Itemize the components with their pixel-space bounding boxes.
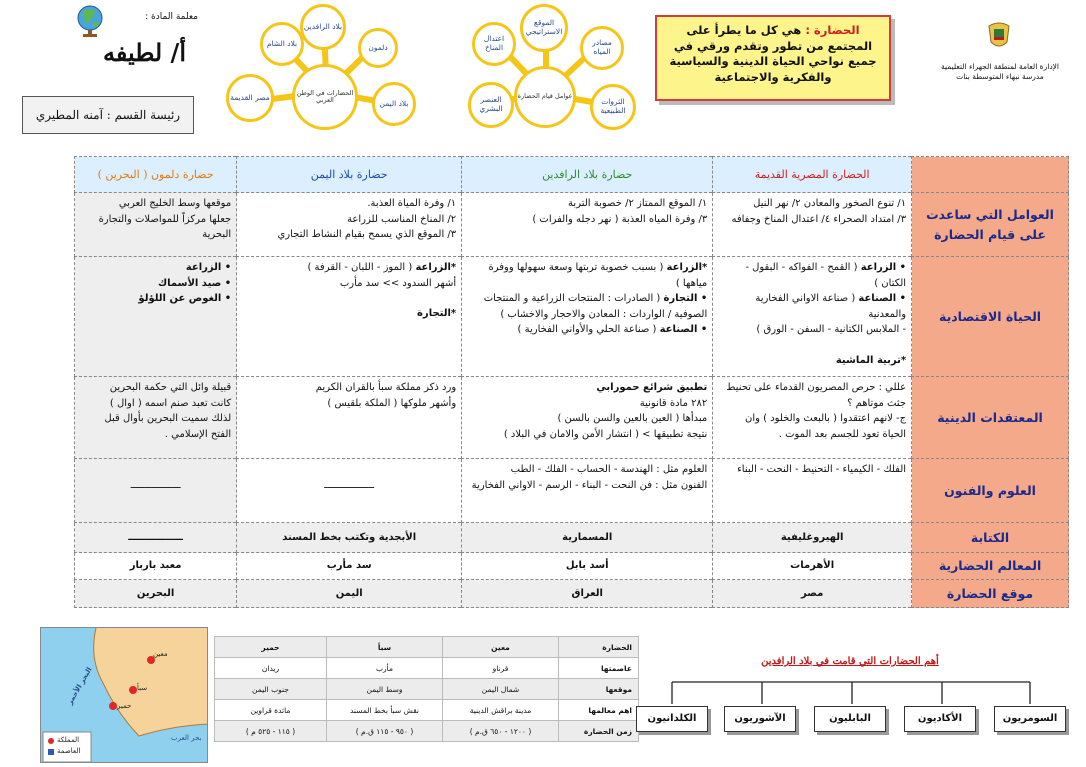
col-yemen: حضارة بلاد اليمن [237, 157, 462, 193]
row-head-religion: المعتقدات الدينية [912, 377, 1069, 459]
cell-sciences-egy [713, 459, 912, 523]
table-cell: سبأ [327, 637, 443, 658]
cell-line: *التجارة [417, 308, 457, 319]
table-cell: موقعها [559, 679, 639, 700]
cell-line: • الصناعة ( صناعة الحلي والأواني الفخارية ) [517, 324, 708, 335]
ministry-text [930, 62, 1070, 82]
table-cell: عاصمتها [559, 658, 639, 679]
mindmap-right-center: عوامل قيام الحضارة [514, 66, 576, 128]
cell-line: ٣/ وفرة المياه العذبة ( نهر دجله والفرات ) [532, 213, 708, 225]
cell-line: *تربية الماشية [835, 354, 907, 366]
table-cell: نقش سبأ بخط المسند [327, 700, 443, 721]
mindmap-left-item: بلاد الشام [260, 22, 304, 66]
tree-node: الكلدانيون [636, 706, 708, 732]
cell-line: ٣/ الموقع الذي يسمح بقيام النشاط التجاري [277, 229, 457, 240]
table-row [75, 377, 1069, 459]
cell-line: ١/ الموقع الممتاز ٢/ خصوبة التربة [568, 198, 708, 209]
cell-line: • الزراعة ( القمح - الفواكه - البقول - الكتان ) [745, 262, 907, 289]
table-cell: وسط اليمن [327, 679, 443, 700]
ministry-emblem-icon [986, 20, 1012, 52]
table-row [75, 459, 1069, 523]
table-row [215, 658, 639, 679]
table-row [75, 193, 1069, 257]
cell-religion-mes [462, 377, 713, 459]
cell-line: وأشهر ملوكها ( الملكة بلقيس ) [327, 397, 457, 409]
table-row [215, 637, 639, 658]
ministry-line1: الإدارة العامة لمنطقة الجهراء التعليمية [940, 62, 1060, 71]
cell-line: • التجارة ( الصادرات : المنتجات الزراعية و المنتجات الصوفية / الواردات : المعادن والاحجار والاخشاب ) [483, 293, 708, 320]
cell-line: عللي : حرص المصريون القدماء على تحنيط جثث موتاهم ؟ [726, 382, 907, 409]
cell-line: مبدأها ( العين بالعين والسن بالسن ) [557, 413, 708, 424]
table-corner [912, 157, 1069, 193]
cell-landmarks-mes: أسد بابل [462, 553, 713, 580]
table-cell: جنوب اليمن [215, 679, 327, 700]
mindmap-civilizations [222, 2, 432, 148]
mindmap-left-center: الحضارات في الوطن العربي [292, 64, 358, 130]
table-row [75, 553, 1069, 580]
yemen-map [40, 627, 208, 763]
cell-location-yem: اليمن [237, 580, 462, 608]
mindmap-left-item: بلاد الرافدين [300, 4, 346, 50]
cell-religion-dil [75, 377, 237, 459]
col-mesopotamia: حضارة بلاد الرافدين [462, 157, 713, 193]
cell-economy-egy [713, 257, 912, 377]
cell-line: قبيلة وائل التي حكمة البحرين [109, 382, 232, 393]
definition-term: الحضارة : [805, 23, 860, 37]
cell-line [242, 291, 456, 306]
cell-line: موقعها وسط الخليج العربي [118, 198, 232, 209]
cell-location-mes: العراق [462, 580, 713, 608]
civilizations-table [74, 156, 1069, 608]
table-cell: ( ١١٥ - ٥٢٥ م ) [215, 721, 327, 742]
cell-line: لذلك سميت البحرين بأوال قبل [104, 413, 232, 424]
cell-writing-mes: المسمارية [462, 523, 713, 553]
col-dilmun: حضارة دلمون ( البحرين ) [75, 157, 237, 193]
tree-node: الأكاديون [904, 706, 976, 732]
cell-writing-egy: الهيروغليفية [713, 523, 912, 553]
cell-location-dil: البحرين [75, 580, 237, 608]
row-head-location: موقع الحضارة [912, 580, 1069, 608]
globe-icon [74, 4, 106, 38]
table-cell: مأرب [327, 658, 443, 679]
teacher-label: معلمة المادة : [145, 12, 198, 22]
cell-religion-egy [713, 377, 912, 459]
map-legend-capital: العاصمة [57, 747, 81, 755]
table-cell: معين [443, 637, 559, 658]
cell-economy-dil [75, 257, 237, 377]
cell-line: ورد ذكر مملكة سبأ بالقران الكريم [315, 382, 457, 393]
cell-line: ١/ تنوع الصخور والمعادن ٢/ نهر النيل [753, 198, 907, 209]
row-head-economy: الحياة الاقتصادية [912, 257, 1069, 377]
table-row [75, 580, 1069, 608]
cell-landmarks-yem: سد مأرب [237, 553, 462, 580]
cell-line: ١/ وفرة المياة العذبة. [367, 198, 457, 209]
cell-line: العلوم مثل : الهندسة - الحساب - الفلك - الطب [510, 464, 708, 475]
tree-node: البابليون [814, 706, 886, 732]
map-label-saba: سبأ [137, 684, 148, 692]
cell-line [718, 338, 906, 353]
map-label-arabian-sea: بحر العرب [171, 734, 202, 742]
row-head-factors: العوامل التي ساعدت على قيام الحضارة [912, 193, 1069, 257]
map-label-himyar: حمير [117, 702, 132, 710]
cell-line: الفتح الإسلامي . [164, 428, 232, 440]
cell-line: الفنون مثل : فن النحت - البناء - الرسم - الاواني الفخارية [471, 479, 708, 491]
table-cell: ( ٩٥٠ - ١١٥ ق.م ) [327, 721, 443, 742]
cell-line: • الغوص عن اللؤلؤ [138, 293, 232, 304]
table-row [215, 700, 639, 721]
mindmap-left-item: دلمون [358, 28, 398, 68]
table-cell: ريدان [215, 658, 327, 679]
cell-religion-yem [237, 377, 462, 459]
mindmap-right-item: العنصر البشري [468, 82, 514, 128]
row-head-sciences: العلوم والفنون [912, 459, 1069, 523]
cell-landmarks-dil: معبد باربار [75, 553, 237, 580]
ministry-line2: مدرسة نبهاء المتوسطة بنات [956, 71, 1044, 81]
table-cell: حمير [215, 637, 327, 658]
table-cell: مدينة براقش الدينية [443, 700, 559, 721]
table-row [75, 523, 1069, 553]
table-cell: ( ١٢٠٠ - ٦٥٠ ق.م ) [443, 721, 559, 742]
cell-sciences-yem [237, 459, 462, 523]
cell-line: الفلك - الكيمياء - التحنيط - النحت - البناء [737, 464, 907, 475]
cell-line: *الزراعة ( بسبب خصوبة تربتها وسعة سهولها ووفرة مياهها ) [488, 262, 708, 289]
map-legend-kingdom: المملكة [57, 736, 80, 744]
cell-factors-dil [75, 193, 237, 257]
map-label-red-sea: البحر الأحمر [65, 666, 94, 706]
definition-text: هي كل ما يطرأ على المجتمع من تطور وتقدم ورقي في جميع نواحي الحياة الدينية والسياسية والفكرية والاجتماعية [669, 23, 877, 84]
table-header-row [75, 157, 1069, 193]
tree-node: السومريون [994, 706, 1066, 732]
mindmap-left-item: مصر القديمة [226, 74, 274, 122]
table-cell: شمال اليمن [443, 679, 559, 700]
table-cell: مائدة قراوين [215, 700, 327, 721]
cell-sciences-mes [462, 459, 713, 523]
cell-line: نتيجة تطبيقها > ( انتشار الأمن والامان في البلاد ) [503, 428, 708, 440]
cell-line: ج- لانهم اعتقدوا ( بالبعث والخلود ) وان الحياة تعود للجسم بعد الموت . [744, 413, 907, 440]
cell-line: ـــــــــــــــــ [324, 480, 375, 491]
teacher-name: أ/ لطيفه [102, 38, 186, 67]
table-cell: الحضارة [559, 637, 639, 658]
table-cell: قرناو [443, 658, 559, 679]
map-label-main: معين [153, 650, 168, 658]
cell-line: • الزراعة [185, 262, 232, 273]
table-row [215, 679, 639, 700]
mindmap-right-item: الموقع الاستراتيجي [520, 4, 568, 52]
cell-writing-dil: ــــــــــــــــ [75, 523, 237, 553]
cell-writing-yem: الأبجدية وتكتب بخط المسند [237, 523, 462, 553]
cell-line: ٣/ امتداد الصحراء ٤/ اعتدال المناخ وجفافه [731, 213, 907, 225]
mindmap-factors [466, 2, 646, 148]
cell-economy-yem [237, 257, 462, 377]
cell-location-egy: مصر [713, 580, 912, 608]
cell-economy-mes [462, 257, 713, 377]
tree-title: أهم الحضارات التي قامت في بلاد الرافدين [761, 656, 939, 667]
cell-line: جعلها مركزاً للمواصلات والتجارة البحرية [98, 213, 232, 240]
yemen-kingdoms-table [214, 636, 639, 742]
cell-line: ٢٨٢ مادة قانونية [639, 397, 708, 409]
table-cell: اهم معالمها [559, 700, 639, 721]
table-row [75, 257, 1069, 377]
cell-line: ـــــــــــــــــ [130, 480, 181, 491]
cell-line: - الملابس الكتانية - السفن - الورق ) [756, 324, 907, 335]
cell-line: كانت تعبد صنم اسمه ( اوال ) [109, 397, 232, 409]
cell-line: *الزراعة ( الموز - اللبان - القرفة ) [307, 262, 457, 273]
cell-line: • الصناعة ( صناعة الاواني الفخارية والمعدنية [755, 293, 907, 320]
department-head: رئيسة القسم : آمنه المطيري [22, 96, 194, 134]
row-head-writing: الكتابة [912, 523, 1069, 553]
cell-line: ٢/ المناخ المناسب للزراعة [347, 213, 457, 225]
table-cell: زمن الحضارة [559, 721, 639, 742]
cell-line: أشهر السدود >> سد مأرب [339, 277, 457, 289]
cell-factors-yem [237, 193, 462, 257]
cell-line: • صيد الأسماك [157, 277, 232, 289]
mindmap-right-item: مصادر المياه [580, 26, 624, 70]
cell-line: تطبيق شرائع حمورابي [596, 382, 708, 393]
col-egyptian: الحضارة المصرية القديمة [713, 157, 912, 193]
mindmap-right-item: الثروات الطبيعية [590, 84, 636, 130]
mindmap-left-item: بلاد اليمن [372, 82, 416, 126]
definition-box [655, 15, 891, 101]
mindmap-right-item: اعتدال المناخ [472, 22, 516, 66]
cell-factors-mes [462, 193, 713, 257]
row-head-landmarks: المعالم الحضارية [912, 553, 1069, 580]
table-row [215, 721, 639, 742]
cell-factors-egy [713, 193, 912, 257]
tree-node: الآشوريون [724, 706, 796, 732]
cell-sciences-dil [75, 459, 237, 523]
cell-landmarks-egy: الأهرمات [713, 553, 912, 580]
